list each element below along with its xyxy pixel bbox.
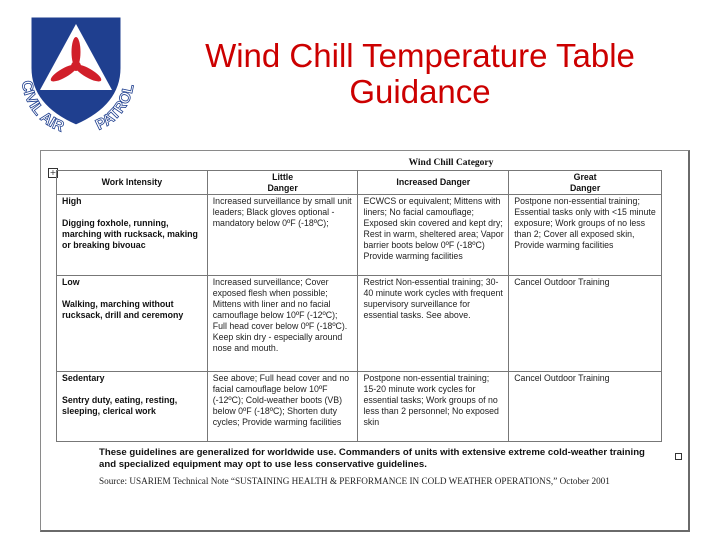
- header-little-danger: [207, 171, 358, 195]
- intensity-activities: Sentry duty, eating, resting, sleeping, clerical work: [62, 395, 178, 416]
- logo-text-right: PATROL: [92, 82, 138, 134]
- document-content: [56, 156, 676, 487]
- little-danger-cell: Increased surveillance by small unit leaders; Black gloves optional - mandatory below 0ºF (-18ºC);: [207, 195, 358, 276]
- logo-text-left: CIVIL AIR: [17, 79, 67, 136]
- header-great-danger-line2: Danger: [569, 182, 601, 193]
- civil-air-patrol-logo: [8, 8, 144, 142]
- increased-danger-cell: Restrict Non-essential training; 30-40 minute work cycles with frequent supervisory surveillance for essential tasks. See above.: [358, 276, 509, 372]
- source-citation: Source: USARIEM Technical Note “SUSTAINING HEALTH & PERFORMANCE IN COLD WEATHER OPERATIONS,” October 2001: [99, 476, 610, 486]
- header-little-danger-line1: Little: [272, 171, 294, 182]
- table-row: [57, 195, 662, 276]
- intensity-activities: Digging foxhole, running, marching with rucksack, making or breaking bivouac: [62, 218, 198, 250]
- guideline-note: These guidelines are generalized for worldwide use. Commanders of units with extensive extreme cold-weather training and specialized equipment may opt to use less conservative guidelines.: [99, 447, 645, 470]
- embedded-document: [40, 150, 690, 532]
- slide-title-line1: Wind Chill Temperature Table: [205, 37, 635, 74]
- category-title: Wind Chill Category: [408, 158, 494, 168]
- civil-air-patrol-emblem-icon: [8, 8, 144, 142]
- resize-handle-icon[interactable]: [675, 453, 682, 460]
- great-danger-cell: Cancel Outdoor Training: [509, 372, 662, 442]
- intensity-level: High: [62, 196, 82, 206]
- table-row: [57, 276, 662, 372]
- work-intensity-cell: [57, 276, 208, 372]
- wind-chill-table: [56, 170, 662, 442]
- work-intensity-cell: [57, 372, 208, 442]
- header-increased-danger: Increased Danger: [358, 171, 509, 195]
- header-little-danger-line2: Danger: [267, 182, 298, 193]
- little-danger-cell: See above; Full head cover and no facial camouflage below 10ºF (-12ºC); Cold-weather boots (VB) below 0ºF (-18ºC); Shorten duty cycles; Provide warming facilities: [207, 372, 358, 442]
- intensity-activities: Walking, marching without rucksack, drill and ceremony: [62, 299, 184, 320]
- intensity-level: Low: [62, 277, 80, 287]
- header-great-danger: [509, 171, 662, 195]
- table-header-row: [57, 171, 662, 195]
- intensity-level: Sedentary: [62, 373, 105, 383]
- increased-danger-cell: ECWCS or equivalent; Mittens with liners; No facial camouflage; Exposed skin covered and kept dry; Rest in warm, sheltered area; Vapor barrier boots below 0ºF (-18ºC) Provide warming facilities: [358, 195, 509, 276]
- increased-danger-cell: Postpone non-essential training; 15-20 minute work cycles for essential tasks; Work groups of no less than 2 personnel; No exposed skin: [358, 372, 509, 442]
- header-great-danger-line1: Great: [573, 171, 597, 182]
- great-danger-cell: Cancel Outdoor Training: [509, 276, 662, 372]
- header-work-intensity: Work Intensity: [57, 171, 208, 195]
- slide-title-line2: Guidance: [349, 73, 491, 110]
- slide-title: [150, 38, 690, 110]
- little-danger-cell: Increased surveillance; Cover exposed flesh when possible; Mittens with liner and no facial camouflage below 10ºF (-12ºC); Full head cover below 0ºF (-18ºC). Keep skin dry - especially around nose and mouth.: [207, 276, 358, 372]
- plus-box-icon[interactable]: +: [49, 168, 57, 177]
- table-row: [57, 372, 662, 442]
- great-danger-cell: Postpone non-essential training; Essential tasks only with <15 minute exposure; Work groups of no less than 2; Cover all exposed skin, Provide warming facilities: [509, 195, 662, 276]
- work-intensity-cell: [57, 195, 208, 276]
